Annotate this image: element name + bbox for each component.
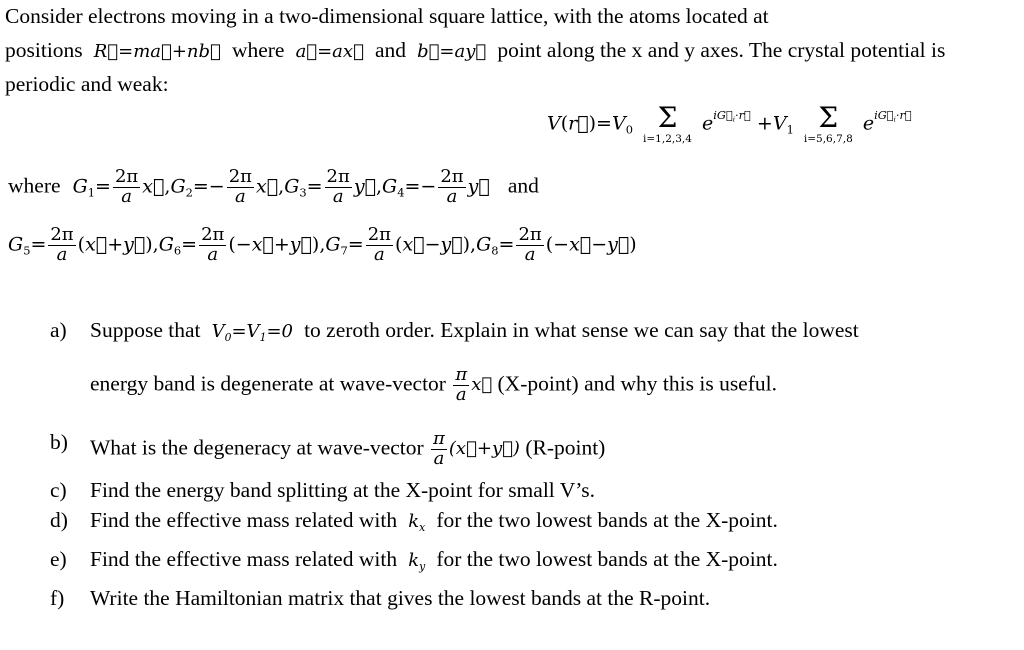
kx-symbol: $k_x$ xyxy=(402,511,426,534)
question-f-label: f) xyxy=(50,586,65,610)
sum-1-limits: i=1,2,3,4 xyxy=(643,133,692,145)
question-a-label: a) xyxy=(50,318,67,342)
question-a-text-start: Suppose that xyxy=(90,318,201,342)
question-a-text-end: to zeroth order. Explain in what sense we can say that the lowest xyxy=(304,318,859,342)
intro-line-2 xyxy=(5,40,945,62)
g5-g8-definitions: $G_5=$ $\frac{2\pi}{a}$ $(x⃗+y⃗),G_6=$ $\frac{2\pi}{a}$ $(-x⃗+y⃗),G_7=$ $\frac{2\pi}{a}$ $(x⃗-y⃗),G_8=$ $\frac{2\pi}{a}$ (−x⃗−y⃗) xyxy=(8,224,637,265)
x-point-formula: $\frac{\pi}{a}$ x⃗ xyxy=(455,364,493,405)
intro-and-word: and xyxy=(374,38,407,62)
question-e-text-start: Find the effective mass related with xyxy=(90,547,398,571)
question-c-text: Find the energy band splitting at the X-point for small V’s. xyxy=(90,478,595,502)
question-a2-text-start: energy band is degenerate at wave-vector xyxy=(90,371,446,396)
b-vector-formula: b⃗=ay⃗ xyxy=(411,41,492,62)
question-d-text-start: Find the effective mass related with xyxy=(90,508,398,532)
question-b-text-end: (R-point) xyxy=(525,435,606,460)
question-d-label: d) xyxy=(50,508,68,532)
intro-line-2-end: point along the x and y axes. The crystal potential is xyxy=(497,38,946,62)
where-label: where xyxy=(8,173,61,198)
ky-symbol: $k_y$ xyxy=(402,550,426,573)
intro-line-3: periodic and weak: xyxy=(5,72,169,96)
lattice-vector-formula: R⃗=ma⃗+nb⃗ xyxy=(88,41,221,62)
question-c-label: c) xyxy=(50,478,67,502)
zero-potential-formula: $V_0=V_1=0$ xyxy=(205,321,299,344)
sum-symbol-1: Σ i=1,2,3,4 xyxy=(643,101,692,145)
sum-2-limits: i=5,6,7,8 xyxy=(803,133,853,145)
intro-positions-word: positions xyxy=(5,38,83,62)
r-point-formula: $\frac{\pi}{a}$ (x⃗+y⃗) xyxy=(433,428,520,469)
question-b-text-start: What is the degeneracy at wave-vector xyxy=(90,435,424,460)
and-label: and xyxy=(507,173,539,198)
question-e-label: e) xyxy=(50,547,67,571)
potential-equation: $V(r⃗)=V_0$ Σ i=1,2,3,4 $e^{iG⃗_i\cdot r⃗} +V_1$ Σ i=5,6,7,8 $e^{iG⃗_i\cdot r⃗}$ xyxy=(547,101,912,145)
question-d-text-end: for the two lowest bands at the X-point. xyxy=(436,508,778,532)
question-a2-text-end: (X-point) and why this is useful. xyxy=(497,371,777,396)
sum-symbol-2: Σ i=5,6,7,8 xyxy=(803,101,853,145)
g1-g4-definitions: where $G_1=$ $\frac{2\pi}{a}$ $x⃗,G_2=-$ $\frac{2\pi}{a}$ $x⃗,G_3=$ $\frac{2\pi}{a}$ $y⃗,G_4=-$ $\frac{2\pi}{a}$ y⃗ and xyxy=(8,166,539,207)
question-f-text: Write the Hamiltonian matrix that gives the lowest bands at the R-point. xyxy=(90,586,711,610)
question-e-text-end: for the two lowest bands at the X-point. xyxy=(436,547,778,571)
intro-where-word: where xyxy=(231,38,285,62)
question-b-label: b) xyxy=(50,430,68,454)
intro-line-1: Consider electrons moving in a two-dimensional square lattice, with the atoms located at xyxy=(5,4,769,28)
a-vector-formula: a⃗=ax⃗ xyxy=(289,41,370,62)
